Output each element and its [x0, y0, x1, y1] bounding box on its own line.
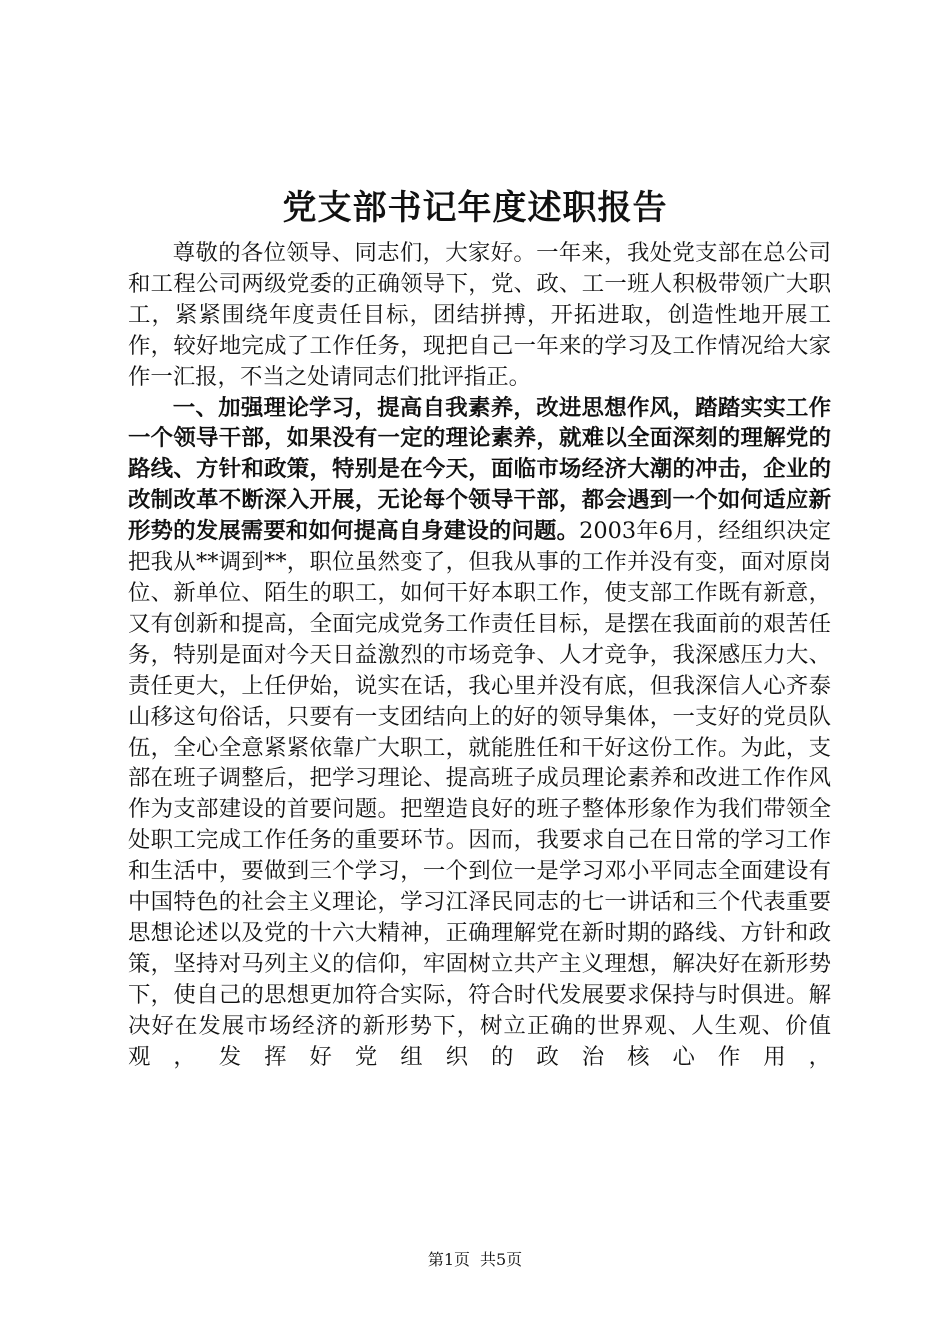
document-title: 党支部书记年度述职报告	[282, 188, 668, 228]
paragraph-section-one	[128, 393, 831, 1073]
page-footer	[0, 1248, 950, 1272]
page-number: 第1页	[427, 1250, 470, 1269]
paragraph-greeting: 尊敬的各位领导、同志们，大家好。一年来，我处党支部在总公司和工程公司两级党委的正确领导下，党、政、工一班人积极带领广大职工，紧紧围绕年度责任目标，团结拼搏，开拓进取，创造性地开展工作，较好地完成了工作任务，现把自己一年来的学习及工作情况给大家作一汇报，不当之处请同志们批评指正。	[128, 240, 831, 390]
document-body	[128, 238, 831, 1072]
paragraph-section-one-body: 2003年6月，经组织决定把我从**调到**，职位虽然变了，但我从事的工作并没有变，面对原岗位、新单位、陌生的职工，如何干好本职工作，使支部工作既有新意，又有创新和提高，全面完成党务工作责任目标，是摆在我面前的艰苦任务，特别是面对今天日益激烈的市场竞争、人才竞争，我深感压力大、责任更大，上任伊始，说实在话，我心里并没有底，但我深信人心齐泰山移这句俗话，只要有一支团结向上的好的领导集体，一支好的党员队伍，全心全意紧紧依靠广大职工，就能胜任和干好这份工作。为此，支部在班子调整后，把学习理论、提高班子成员理论素养和改进工作作风作为支部建设的首要问题。把塑造良好的班子整体形象作为我们带领全处职工完成工作任务的重要环节。因而，我要求自己在日常的学习工作和生活中，要做到三个学习，一个到位一是学习邓小平同志全面建设有中国特色的社会主义理论，学习江泽民同志的七一讲话和三个代表重要思想论述以及党的十六大精神，正确理解党在新时期的路线、方针和政策，坚持对马列主义的信仰，牢固树立共产主义理想，解决好在新形势下，使自己的思想更加符合实际，符合时代发展要求保持与时俱进。解决好在发展市场经济的新形势下，树立正确的世界观、人生观、价值观，发挥好党组织的政治核心作用，	[128, 518, 832, 1070]
page-total: 共5页	[480, 1250, 523, 1269]
paragraph-section-one-heading: 一、加强理论学习，提高自我素养，改进思想作风，踏踏实实工作一个领导干部，如果没有一定的理论素养，就难以全面深刻的理解党的路线、方针和政策，特别是在今天，面临市场经济大潮的冲击，企业的改制改革不断深入开展，无论每个领导干部，都会遇到一个如何适应新形势的发展需要和如何提高自身建设的问题。	[128, 394, 831, 545]
